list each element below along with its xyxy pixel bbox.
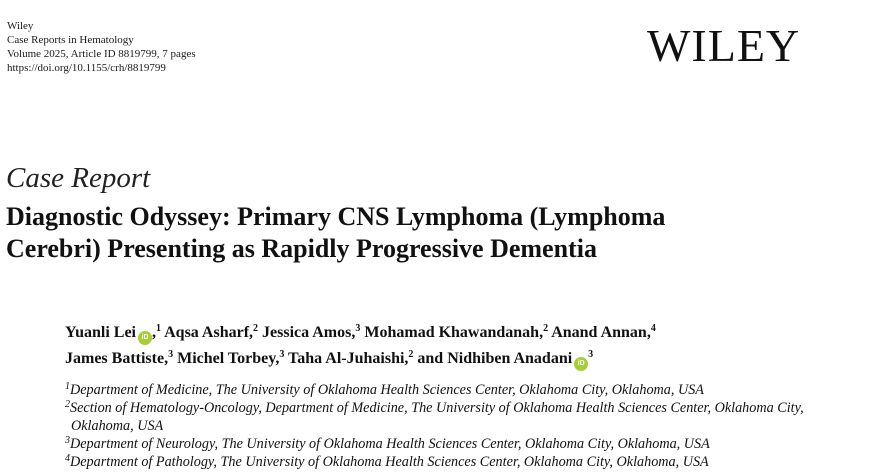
author: Aqsa Asharf,$^2$: [164, 323, 259, 341]
author-line-1: [65, 320, 865, 346]
title-line-1: Diagnostic Odyssey: Primary CNS Lymphoma (Lymphoma: [6, 202, 666, 231]
author: Yuanli Lei iD ,$^1$: [65, 324, 161, 341]
wiley-logo: WILEY: [647, 20, 801, 71]
author-list: [65, 320, 865, 372]
affiliation-list: [65, 381, 845, 471]
author: Jessica Amos,$^3$: [262, 323, 361, 341]
affiliation: $^1$Department of Medicine, The University of Oklahoma Health Sciences Center, Oklahoma City, Oklahoma, USA: [65, 381, 704, 398]
author-line-2: [65, 346, 865, 372]
affiliation: $^3$Department of Neurology, The University of Oklahoma Health Sciences Center, Oklahoma City, Oklahoma, USA: [65, 435, 710, 452]
orcid-icon[interactable]: iD: [574, 357, 588, 371]
author: Mohamad Khawandanah,$^2$: [364, 323, 549, 341]
author: and Nidhiben Anadani $iD^3$: [417, 350, 593, 367]
article-type: Case Report: [6, 162, 151, 194]
article-title: [6, 201, 866, 265]
publication-meta: [7, 19, 196, 75]
publisher-name: Wiley: [7, 20, 34, 32]
title-line-2: Cerebri) Presenting as Rapidly Progressive Dementia: [6, 234, 597, 263]
orcid-icon[interactable]: iD: [138, 331, 152, 345]
doi-link[interactable]: https://doi.org/10.1155/crh/8819799: [7, 62, 166, 74]
author: James Battiste,$^3$: [65, 349, 174, 367]
affiliation: $^2$Section of Hematology-Oncology, Department of Medicine, The University of Oklahoma Health Sciences Center, Oklahoma City, Oklahoma, USA: [65, 399, 804, 434]
author: Anand Annan,$^4$: [551, 323, 656, 341]
affiliation: $^4$Department of Pathology, The University of Oklahoma Health Sciences Center, Oklahoma City, Oklahoma, USA: [65, 453, 709, 470]
volume-info: Volume 2025, Article ID 8819799, 7 pages: [7, 48, 196, 60]
author: Michel Torbey,$^3$: [177, 349, 285, 367]
journal-name: Case Reports in Hematology: [7, 34, 134, 46]
author: Taha Al-Juhaishi,$^2$: [288, 349, 414, 367]
